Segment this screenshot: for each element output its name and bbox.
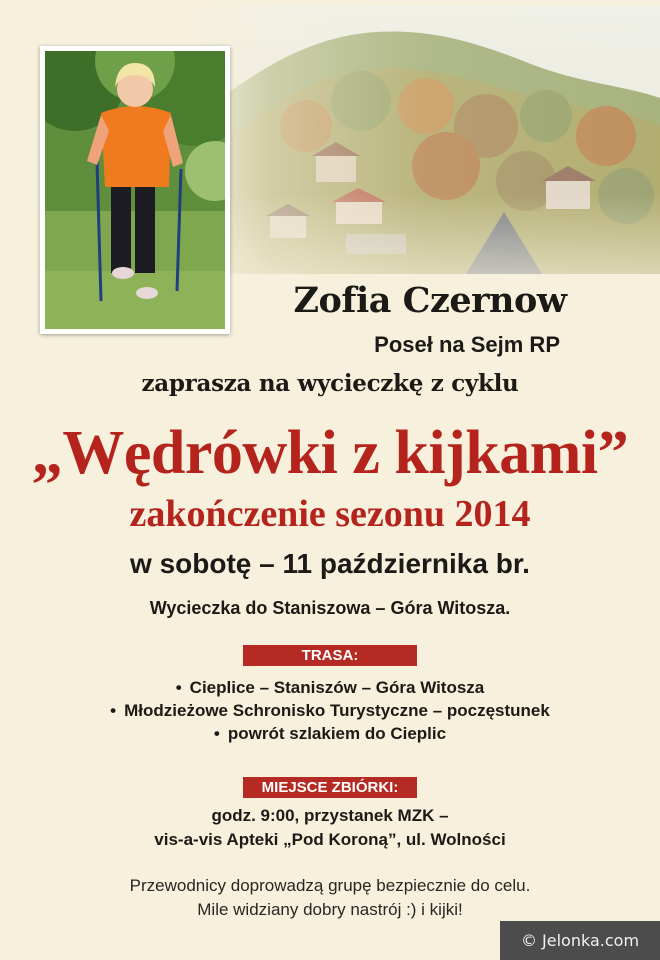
portrait-photo: [45, 51, 225, 329]
route-item: • Cieplice – Staniszów – Góra Witosza: [60, 676, 600, 699]
route-list: [60, 676, 600, 745]
host-role: Poseł na Sejm RP: [374, 332, 560, 357]
meeting-heading: MIEJSCE ZBIÓRKI:: [243, 777, 417, 798]
portrait-illustration: [45, 51, 225, 329]
trip-destination: Wycieczka do Staniszowa – Góra Witosza.: [149, 598, 511, 618]
invitation-line: zaprasza na wycieczkę z cyklu: [141, 370, 519, 397]
event-title: „Wędrówki z kijkami”: [31, 419, 629, 487]
route-item: • powrót szlakiem do Cieplic: [60, 722, 600, 745]
event-subtitle: zakończenie sezonu 2014: [129, 493, 531, 535]
portrait-photo-frame: [40, 46, 230, 334]
meeting-time-place: godz. 9:00, przystanek MZK –: [211, 806, 449, 825]
landscape-illustration: [186, 6, 660, 274]
meeting-address: vis-a-vis Apteki „Pod Koroną”, ul. Wolności: [154, 830, 506, 849]
landscape-photo: [186, 6, 660, 274]
closing-line-guides: Przewodnicy doprowadzą grupę bezpiecznie do celu.: [129, 876, 531, 895]
route-item: • Młodzieżowe Schronisko Turystyczne – poczęstunek: [60, 699, 600, 722]
host-name: Zofia Czernow: [293, 280, 567, 321]
closing-line-mood: Mile widziany dobry nastrój :) i kijki!: [197, 900, 463, 919]
route-heading: TRASA:: [243, 645, 417, 666]
watermark: © Jelonka.com: [500, 921, 660, 960]
event-date: w sobotę – 11 października br.: [130, 548, 530, 579]
